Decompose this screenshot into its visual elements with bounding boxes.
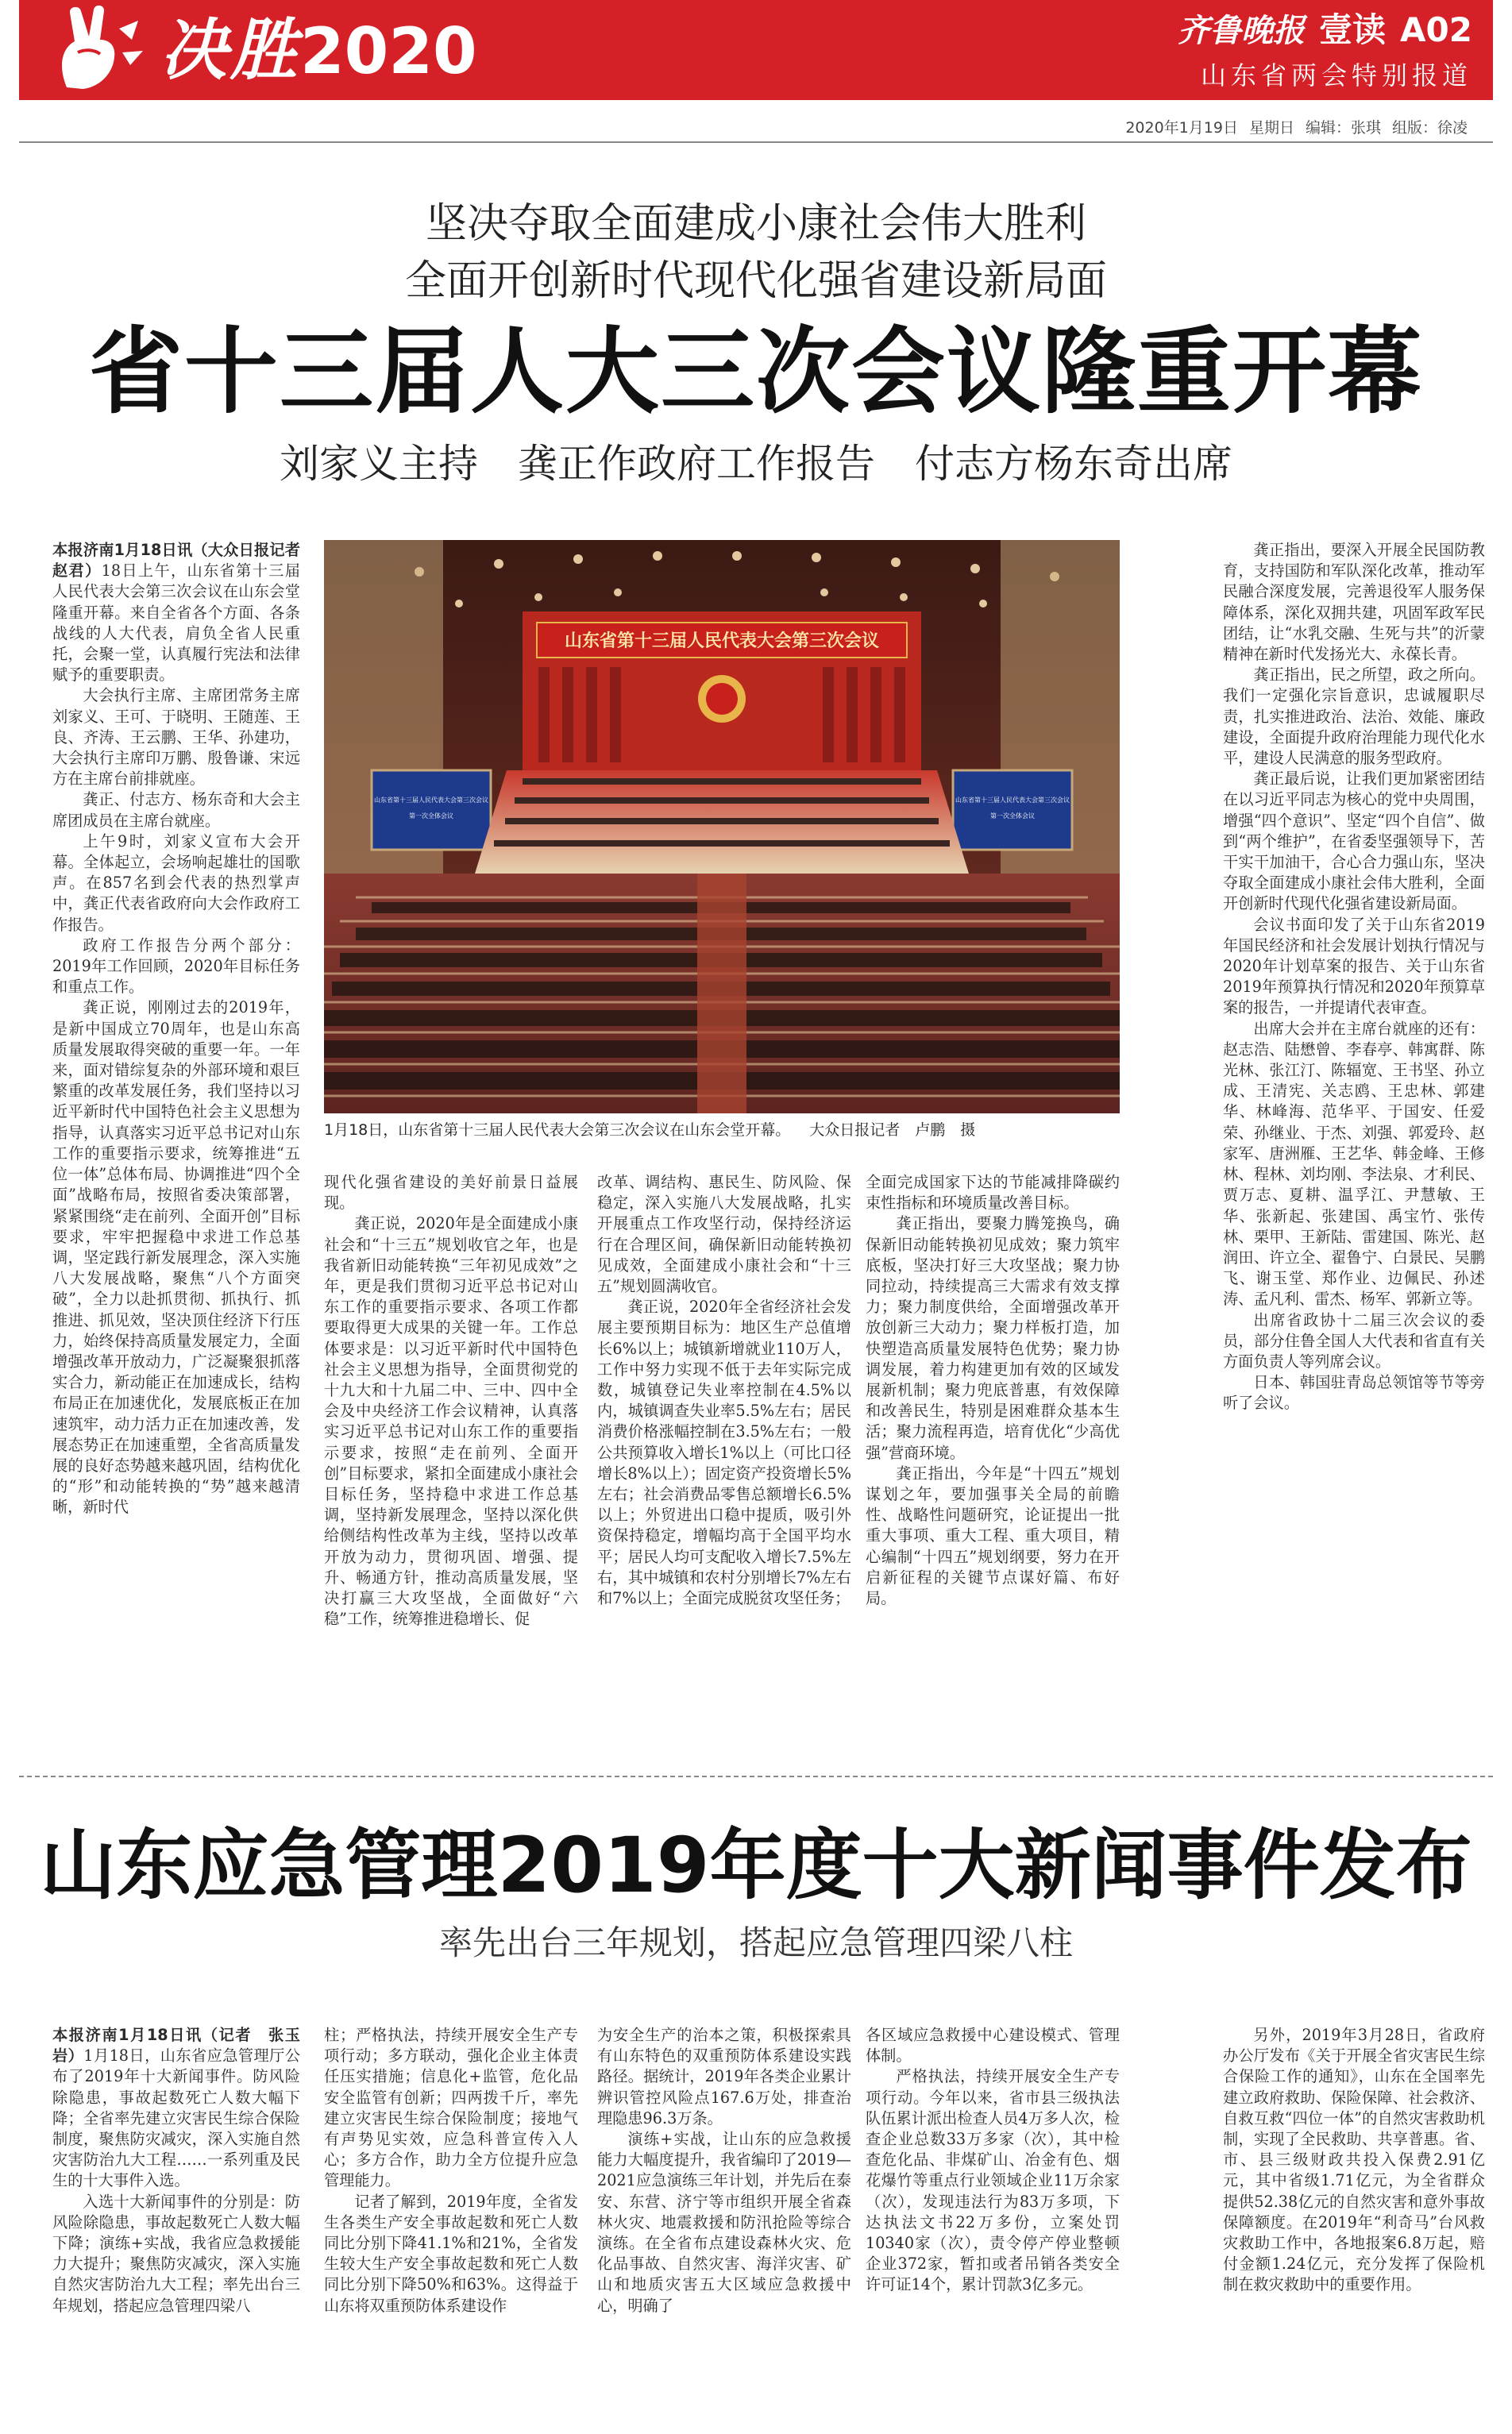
article1-column-2 xyxy=(324,1172,578,1760)
article2-paragraph: 各区域应急救援中心建设模式、管理体制。 xyxy=(866,2026,1120,2066)
assembly-hall-photo xyxy=(324,540,1120,1113)
header-divider xyxy=(19,141,1493,143)
article1-paragraph: 龚正说，刚刚过去的2019年，是新中国成立70周年，也是山东高质量发展取得突破的重要一年。一年来，面对错综复杂的外部环境和艰巨繁重的改革发展任务，我们坚持以习近平新时代中国特色社会主义思想为指导，认真落实习近平总书记对山东工作的重要指示要求，统筹推进“五位一体”总体布局、协调推进“四个全面”战略布局，按照省委决策部署，紧紧围绕“走在前列、全面开创”目标要求，牢牢把握稳中求进工作总基调，坚定践行新发展理念，深入实施八大发展战略，聚焦“八个方面突破”，全力以赴抓贯彻、抓执行、抓推进、抓见效，坚决顶住经济下行压力，始终保持高质量发展定力，全面增强改革开放动力，广泛凝聚狠抓落实合力，新动能正在加速成长，结构布局正在加速优化，发展底板正在加速筑牢，动力活力正在加速改善，发展态势正在加速重塑，全省高质量发展的良好态势越来越巩固，结构优化的“形”和动能转换的“势”越来越清晰，新时代 xyxy=(52,998,300,1517)
photo-caption-text: 1月18日，山东省第十三届人民代表大会第三次会议在山东会堂开幕。 xyxy=(324,1121,791,1139)
issue-weekday: 星期日 xyxy=(1248,119,1294,137)
victory-hand-emblem-icon xyxy=(43,5,154,95)
article2-headline: 山东应急管理2019年度十大新闻事件发布 xyxy=(40,1821,1472,1910)
article2-paragraph: 记者了解到，2019年度，全省发生各类生产安全事故起数和死亡人数同比分别下降41.1%和21%，全省发生较大生产安全事故起数和死亡人数同比分别下降50%和63%。这得益于山东将双重预防体系建设作 xyxy=(324,2192,578,2315)
masthead xyxy=(19,0,1493,100)
article1-paragraph: 现代化强省建设的美好前景日益展现。 xyxy=(324,1173,578,1213)
left-screen-line1: 山东省第十三届人民代表大会第三次会议 xyxy=(374,797,488,804)
article1-paragraph: 大会执行主席、主席团常务主席刘家义、王可、于晓明、王随莲、王良、齐涛、王云鹏、王华、孙建功，大会执行主席印万鹏、殷鲁谦、宋远方在主席台前排就座。 xyxy=(52,686,300,789)
article1-paragraph: 龚正、付志方、杨东奇和大会主席团成员在主席台就座。 xyxy=(52,790,300,830)
article1-subhead: 刘家义主持 龚正作政府工作报告 付志方杨东奇出席 xyxy=(280,441,1232,487)
article1-kicker-line1: 坚决夺取全面建成小康社会伟大胜利 xyxy=(425,200,1086,248)
article1-paragraph: 龚正指出，民之所望，政之所向。我们一定强化宗旨意识，忠诚履职尽责，扎实推进政治、法治、效能、廉政建设，全面提升政府治理能力现代化水平，建设人民满意的服务型政府。 xyxy=(1223,665,1485,768)
dateline xyxy=(1114,116,1468,137)
masthead-title: 决胜2020 xyxy=(160,11,477,89)
newspaper-brand: 齐鲁晚报 xyxy=(1178,12,1306,49)
article2-paragraph: 另外，2019年3月28日，省政府办公厅发布《关于开展全省灾害民生综合保险工作的通知》，山东在全国率先建立政府救助、保险保障、社会救济、自救互救“四位一体”的自然灾害救助机制，实现了全民救助、共享普惠。省、市、县三级财政共投入保费2.91亿元，其中省级1.71亿元，为全省群众提供52.38亿元的自然灾害和意外事故保障额度。在2019年“利奇马”台风救灾救助工作中，各地报案6.8万起，赔付金额1.24亿元，充分发挥了保险机制在救灾救助中的重要作用。 xyxy=(1223,2026,1485,2294)
editor-credit: 编辑：张琪 xyxy=(1305,119,1381,137)
article2-paragraph: 为安全生产的治本之策，积极探索具有山东特色的双重预防体系建设实践路径。据统计，2019年各类企业累计辨识管控风险点167.6万处，排查治理隐患96.3万条。 xyxy=(597,2026,851,2127)
special-report-label: 山东省两会特别报道 xyxy=(1200,60,1472,91)
photo-credit: 大众日报记者 卢鹏 摄 xyxy=(809,1121,976,1139)
article1-column-3 xyxy=(597,1172,851,1760)
masthead-info xyxy=(1163,10,1472,93)
right-screen-line2: 第一次全体会议 xyxy=(990,812,1035,820)
article2-paragraph: 严格执法，持续开展安全生产专项行动。今年以来，省市县三级执法队伍累计派出检查人员4万多人次，检查企业总数33万多家（次），其中检查危化品、非煤矿山、冶金有色、烟花爆竹等重点行业领域企业11万余家（次），发现违法行为83万多项，下达执法文书22万多份，立案处罚10340家（次），责令停产停业整顿企业372家，暂扣或者吊销各类安全许可证14个，累计罚款3亿多元。 xyxy=(866,2067,1120,2294)
masthead-year: 2020 xyxy=(300,14,477,88)
assembly-hall-illustration xyxy=(324,540,1120,1113)
article1-paragraph: 龚正说，2020年是全面建成小康社会和“十三五”规划收官之年，也是我省新旧动能转换“三年初见成效”之年，更是我们贯彻习近平总书记对山东工作的重要指示要求、各项工作都要取得更大成果的关键一年。工作总体要求是：以习近平新时代中国特色社会主义思想为指导，全面贯彻党的十九大和十九届二中、三中、四中全会及中央经济工作会议精神，认真落实习近平总书记对山东工作的重要指示要求，按照“走在前列、全面开创”目标要求，紧扣全面建成小康社会目标任务，坚持稳中求进工作总基调，坚持新发展理念，坚持以深化供给侧结构性改革为主线，坚持以改革开放为动力，贯彻巩固、增强、提升、畅通方针，推动高质量发展，坚决打赢三大攻坚战，全面做好“六稳”工作，统筹推进稳增长、促 xyxy=(324,1214,578,1629)
article2-column-1 xyxy=(52,2025,300,2422)
article1-paragraph: 龚正指出，今年是“十四五”规划谋划之年，要加强事关全局的前瞻性、战略性问题研究，论证提出一批重大事项、重大工程、重大项目，精心编制“十四五”规划纲要，努力在开启新征程的关键节点谋好篇、布好局。 xyxy=(866,1464,1120,1608)
page-number: A02 xyxy=(1400,10,1472,49)
article1-paragraph: 出席省政协十二届三次会议的委员，部分住鲁全国人大代表和省直有关方面负责人等列席会议。 xyxy=(1223,1310,1485,1371)
article2-paragraph: 入选十大新闻事件的分别是：防风险除隐患，事故起数死亡人数大幅下降；演练+实战，我省应急救援能力大提升；聚焦防灾减灾，深入实施自然灾害防治九大工程；率先出台三年规划，搭起应急管理四梁八 xyxy=(52,2192,300,2315)
article2-column-3 xyxy=(597,2025,851,2422)
section-divider xyxy=(19,1776,1493,1777)
article1-paragraph: 龚正指出，要聚力腾笼换鸟，确保新旧动能转换初见成效；聚力筑牢底板，坚决打好三大攻坚战；聚力协同拉动，持续提高三大需求有效支撑力；聚力制度供给，全面增强改革开放创新三大动力；聚力样板打造，加快塑造高质量发展特色优势；聚力协调发展，着力构建更加有效的区域发展新机制；聚力兜底普惠，有效保障和改善民生，特别是困难群众基本生活；聚力流程再造，培育优化“少高优强”营商环境。 xyxy=(866,1214,1120,1462)
article1-headline: 省十三届人大三次会议隆重开幕 xyxy=(88,317,1423,426)
article1-paragraph: 会议书面印发了关于山东省2019年国民经济和社会发展计划执行情况与2020年计划草案的报告、关于山东省2019年预算执行情况和2020年预算草案的报告，一并提请代表审查。 xyxy=(1223,915,1485,1017)
article1-column-5 xyxy=(1223,540,1485,1759)
photo-banner-text: 山东省第十三届人民代表大会第三次会议 xyxy=(564,631,880,651)
layout-credit: 组版：徐凌 xyxy=(1391,119,1468,137)
article2-paragraph: 演练+实战，让山东的应急救援能力大幅度提升，我省编印了2019—2021应急演练三年计划，并先后在泰安、东营、济宁等市组织开展全省森林火灾、地震救援和防汛抢险等综合演练。在全省布点建设森林火灾、危化品事故、自然灾害、海洋灾害、矿山和地质灾害五大区域应急救援中心，明确了 xyxy=(597,2130,851,2315)
section-name: 壹读 xyxy=(1319,10,1387,49)
article1-paragraph: 龚正最后说，让我们更加紧密团结在以习近平同志为核心的党中央周围，增强“四个意识”、坚定“四个自信”、做到“两个维护”，在省委坚强领导下，苦干实干加油干，合心合力强山东，坚决夺取全面建成小康社会伟大胜利，全面开创新时代现代化强省建设新局面。 xyxy=(1223,770,1485,913)
issue-date: 2020年1月19日 xyxy=(1125,119,1238,137)
left-screen-line2: 第一次全体会议 xyxy=(409,812,453,820)
article1-kicker-line2: 全面开创新时代现代化强省建设新局面 xyxy=(404,257,1107,305)
article2-paragraph: 1月18日，山东省应急管理厅公布了2019年十大新闻事件。防风险除隐患，事故起数死亡人数大幅下降；全省率先建立灾害民生综合保险制度，聚焦防灾减灾，深入实施自然灾害防治九大工程……一系列重及民生的十大事件入选。 xyxy=(52,2046,301,2190)
article2-byline: 本报济南1月18日讯（记者 张玉岩） xyxy=(52,2026,300,2066)
article1-paragraph: 政府工作报告分两个部分：2019年工作回顾，2020年目标任务和重点工作。 xyxy=(52,935,300,997)
article2-subhead: 率先出台三年规划，搭起应急管理四梁八柱 xyxy=(438,1923,1073,1962)
article1-paragraph: 改革、调结构、惠民生、防风险、保稳定，深入实施八大发展战略，扎实开展重点工作攻坚行动，保持经济运行在合理区间，确保新旧动能转换初见成效，全面建成小康社会和“十三五”规划圆满收官。 xyxy=(597,1173,851,1296)
article1-paragraph: 18日上午，山东省第十三届人民代表大会第三次会议在山东会堂隆重开幕。来自全省各个方面、各条战线的人大代表，肩负全省人民重托，会聚一堂，认真履行宪法和法律赋予的重要职责。 xyxy=(52,561,300,685)
article2-paragraph: 柱；严格执法，持续开展安全生产专项行动；多方联动，强化企业主体责任压实措施；信息化+监管，危化品安全监管有创新；四两拨千斤，率先建立灾害民生综合保险制度；接地气有声势见实效，应急科普宣传入人心；多方合作，助力全方位提升应急管理能力。 xyxy=(324,2026,578,2190)
article1-byline: 本报济南1月18日讯（大众日报记者 赵君） xyxy=(52,541,316,581)
photo-caption xyxy=(324,1118,1120,1142)
article1-column-1 xyxy=(52,540,316,1759)
right-screen-line1: 山东省第十三届人民代表大会第三次会议 xyxy=(955,797,1070,804)
article2-column-2 xyxy=(324,2025,578,2422)
article2-column-5 xyxy=(1223,2025,1485,2422)
article1-paragraph: 上午9时，刘家义宣布大会开幕。全体起立，会场响起雄壮的国歌声。在857名到会代表的热烈掌声中，龚正代表省政府向大会作政府工作报告。 xyxy=(52,831,300,934)
article1-paragraph: 全面完成国家下达的节能减排降碳约束性指标和环境质量改善目标。 xyxy=(866,1173,1120,1213)
article1-paragraph: 日本、韩国驻青岛总领馆等节等旁听了会议。 xyxy=(1223,1373,1485,1413)
article1-paragraph: 龚正指出，要深入开展全民国防教育，支持国防和军队深化改革，推动军民融合深度发展，完善退役军人服务保障体系，深化双拥共建，巩固军政军民团结，让“水乳交融、生死与共”的沂蒙精神在新时代发扬光大、永葆长青。 xyxy=(1223,541,1485,664)
article1-paragraph: 龚正说，2020年全省经济社会发展主要预期目标为：地区生产总值增长6%以上；城镇新增就业110万人，工作中努力实现不低于去年实际完成数，城镇登记失业率控制在4.5%以内，城镇调查失业率5.5%左右；居民消费价格涨幅控制在3.5%左右；一般公共预算收入增长1%以上（可比口径增长8%以上）；固定资产投资增长5%左右；社会消费品零售总额增长6.5%以上；外贸进出口稳中提质，吸引外资保持稳定，增幅均高于全国平均水平；居民人均可支配收入增长7.5%左右，其中城镇和农村分别增长7%左右和7%以上；全面完成脱贫攻坚任务； xyxy=(597,1298,851,1608)
article1-paragraph: 出席大会并在主席台就座的还有：赵志浩、陆懋曾、李春亭、韩寓群、陈光林、张江汀、陈辐宽、王书坚、孙立成、王清宪、关志鸥、王忠林、郭建华、林峰海、范华平、于国安、任爱荣、孙继业、于杰、刘强、郭爱玲、赵家军、唐洲雁、王艺华、韩金峰、王修林、程林、刘均刚、李法泉、才利民、贾万志、夏耕、温孚江、尹慧敏、王华、张新起、张建国、禹宝竹、张传林、栗甲、王新陆、雷建国、陈光、赵润田、许立全、翟鲁宁、白景民、吴鹏飞、谢玉堂、郑作业、边佩民、孙述涛、孟凡利、雷杰、杨军、郭新立等。 xyxy=(1223,1019,1485,1309)
article2-column-4 xyxy=(866,2025,1120,2422)
article1-column-4 xyxy=(866,1172,1120,1760)
